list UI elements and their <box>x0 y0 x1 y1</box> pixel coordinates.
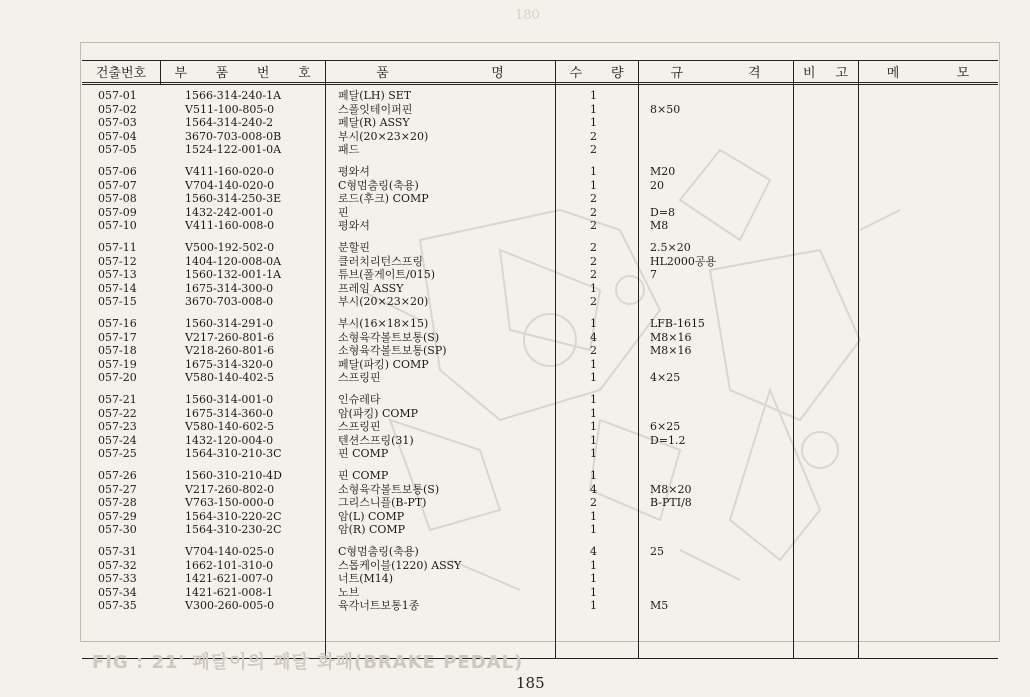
part-number: 1662-101-310-0 <box>185 558 274 572</box>
item-number: 057-34 <box>98 585 137 599</box>
item-number: 057-01 <box>98 89 137 102</box>
quantity: 1 <box>590 420 597 434</box>
table-row <box>80 255 1000 269</box>
ghost-page-mark: 180 <box>515 8 540 23</box>
item-number: 057-35 <box>98 599 137 613</box>
table-row <box>80 344 1000 358</box>
header-quantity: 수 량 <box>569 65 624 81</box>
spec: D=8 <box>650 205 676 219</box>
table-row <box>80 179 1000 193</box>
quantity: 1 <box>590 585 597 599</box>
part-name: 핀 COMP <box>338 447 389 461</box>
item-number: 057-10 <box>98 219 137 233</box>
header-no: 건출번호 <box>95 65 147 81</box>
spec: 2.5×20 <box>650 241 691 254</box>
part-number: 1524-122-001-0A <box>185 143 282 157</box>
part-name: 소형육각볼트보통(S) <box>338 330 440 344</box>
part-number: 3670-703-008-0B <box>185 129 282 143</box>
part-name: 암(파킹) COMP <box>338 406 419 420</box>
part-number: 1675-314-300-0 <box>185 281 274 295</box>
table-row <box>80 295 1000 309</box>
table-row <box>80 510 1000 524</box>
table-row <box>80 599 1000 613</box>
item-number: 057-31 <box>98 545 137 558</box>
quantity: 2 <box>590 129 597 143</box>
part-name: 스프링핀 <box>338 420 381 434</box>
part-number: 1675-314-360-0 <box>185 406 274 420</box>
part-name: 프레임 ASSY <box>338 281 404 295</box>
quantity: 1 <box>590 178 597 192</box>
part-name: 부시(20×23×20) <box>338 129 429 143</box>
spec: B-PTI/8 <box>650 496 692 510</box>
item-number: 057-04 <box>98 129 137 143</box>
part-number: 1432-242-001-0 <box>185 205 274 219</box>
item-number: 057-23 <box>98 420 137 434</box>
table-row <box>80 496 1000 510</box>
spec: M5 <box>650 599 669 613</box>
quantity: 1 <box>590 357 597 371</box>
header-memo: 메 모 <box>886 65 970 81</box>
part-name: 분할핀 <box>338 241 370 254</box>
quantity: 1 <box>590 89 597 102</box>
table-row <box>80 545 1000 559</box>
part-name: 너트(M14) <box>338 572 394 586</box>
quantity: 4 <box>590 482 597 496</box>
item-number: 057-24 <box>98 433 137 447</box>
item-number: 057-05 <box>98 143 137 157</box>
quantity: 4 <box>590 545 597 558</box>
part-number: V411-160-008-0 <box>185 219 275 233</box>
quantity: 1 <box>590 165 597 178</box>
part-number: V217-260-801-6 <box>185 330 275 344</box>
part-name: 로드(후크) COMP <box>338 192 429 206</box>
item-number: 057-14 <box>98 281 137 295</box>
table-row <box>80 572 1000 586</box>
item-number: 057-11 <box>98 241 137 254</box>
part-number: V500-192-502-0 <box>185 241 275 254</box>
header-part-number: 부 품 번 호 <box>174 65 311 81</box>
spec: M8×20 <box>650 482 692 496</box>
item-number: 057-27 <box>98 482 137 496</box>
part-name: 페달(R) ASSY <box>338 116 410 130</box>
part-name: 평와셔 <box>338 219 370 233</box>
item-number: 057-17 <box>98 330 137 344</box>
spec: 6×25 <box>650 420 681 434</box>
spec: 20 <box>650 178 664 192</box>
part-name: C형멈춤링(축용) <box>338 545 419 558</box>
part-number: V300-260-005-0 <box>185 599 275 613</box>
quantity: 1 <box>590 599 597 613</box>
part-number: 1566-314-240-1A <box>185 89 282 102</box>
quantity: 2 <box>590 219 597 233</box>
quantity: 1 <box>590 317 597 330</box>
part-number: V580-140-602-5 <box>185 420 275 434</box>
spec: 7 <box>650 268 657 282</box>
spec: LFB-1615 <box>650 317 705 330</box>
table-row <box>80 130 1000 144</box>
item-number: 057-26 <box>98 469 137 482</box>
part-number: 1560-132-001-1A <box>185 268 282 282</box>
part-number: V411-160-020-0 <box>185 165 275 178</box>
figure-caption-watermark: FIG : 21' 페달이의 페달 화패(BRAKE PEDAL) <box>92 652 524 673</box>
part-number: 1432-120-004-0 <box>185 433 274 447</box>
part-name: 암(L) COMP <box>338 509 405 523</box>
table-row <box>80 241 1000 255</box>
quantity: 1 <box>590 469 597 482</box>
quantity: 2 <box>590 205 597 219</box>
table-row <box>80 282 1000 296</box>
table-row <box>80 192 1000 206</box>
part-name: 텐션스프링(31) <box>338 433 414 447</box>
part-name: 소형육각볼트보통(SP) <box>338 344 447 358</box>
part-name: 패드 <box>338 143 360 157</box>
item-number: 057-22 <box>98 406 137 420</box>
table-row <box>80 434 1000 448</box>
part-name: C형멈춤링(축용) <box>338 178 419 192</box>
table-row <box>80 586 1000 600</box>
item-number: 057-18 <box>98 344 137 358</box>
quantity: 1 <box>590 558 597 572</box>
part-number: 1421-621-008-1 <box>185 585 274 599</box>
spec: 8×50 <box>650 102 681 116</box>
table-row <box>80 103 1000 117</box>
item-number: 057-30 <box>98 523 137 537</box>
header-part-name: 품 명 <box>376 65 504 81</box>
item-number: 057-33 <box>98 572 137 586</box>
part-name: 부시(20×23×20) <box>338 295 429 309</box>
quantity: 1 <box>590 572 597 586</box>
item-number: 057-28 <box>98 496 137 510</box>
item-number: 057-15 <box>98 295 137 309</box>
part-number: V763-150-000-0 <box>185 496 275 510</box>
item-number: 057-09 <box>98 205 137 219</box>
header-spec: 규 격 <box>670 65 761 81</box>
table-row <box>80 116 1000 130</box>
quantity: 4 <box>590 330 597 344</box>
quantity: 1 <box>590 447 597 461</box>
table-row <box>80 371 1000 385</box>
part-number: 1564-314-240-2 <box>185 116 274 130</box>
quantity: 2 <box>590 496 597 510</box>
page-number: 185 <box>516 674 545 692</box>
header-bottom-rule-double <box>82 84 998 85</box>
quantity: 2 <box>590 241 597 254</box>
table-row <box>80 358 1000 372</box>
part-number: 1404-120-008-0A <box>185 254 282 268</box>
spec: 4×25 <box>650 371 681 385</box>
part-name: 페달(파킹) COMP <box>338 357 429 371</box>
part-number: 1560-314-250-3E <box>185 192 282 206</box>
item-number: 057-12 <box>98 254 137 268</box>
part-number: 1560-314-291-0 <box>185 317 274 330</box>
quantity: 2 <box>590 254 597 268</box>
table-row <box>80 420 1000 434</box>
quantity: 1 <box>590 509 597 523</box>
quantity: 2 <box>590 268 597 282</box>
table-row <box>80 483 1000 497</box>
part-name: 스폴잇테이퍼핀 <box>338 102 413 116</box>
spec: M8×16 <box>650 330 692 344</box>
header-bottom-rule <box>82 82 998 83</box>
item-number: 057-32 <box>98 558 137 572</box>
quantity: 1 <box>590 523 597 537</box>
part-number: V580-140-402-5 <box>185 371 275 385</box>
spec: HL2000공용 <box>650 254 717 268</box>
part-number: V217-260-802-0 <box>185 482 275 496</box>
table-row <box>80 447 1000 461</box>
part-name: 암(R) COMP <box>338 523 406 537</box>
part-number: 1560-314-001-0 <box>185 393 274 406</box>
quantity: 1 <box>590 102 597 116</box>
part-number: 3670-703-008-0 <box>185 295 274 309</box>
item-number: 057-13 <box>98 268 137 282</box>
quantity: 2 <box>590 295 597 309</box>
part-name: 스톱케이블(1220) ASSY <box>338 558 462 572</box>
part-name: 클러치리턴스프링 <box>338 254 424 268</box>
quantity: 2 <box>590 143 597 157</box>
item-number: 057-25 <box>98 447 137 461</box>
spec: 25 <box>650 545 664 558</box>
part-number: 1564-310-210-3C <box>185 447 282 461</box>
table-row <box>80 523 1000 537</box>
spec: M8 <box>650 219 669 233</box>
part-name: 인슈레타 <box>338 393 381 406</box>
part-name: 핀 COMP <box>338 469 389 482</box>
table-row <box>80 331 1000 345</box>
part-number: 1421-621-007-0 <box>185 572 274 586</box>
part-name: 핀 <box>338 205 349 219</box>
table-row <box>80 89 1000 103</box>
table-row <box>80 559 1000 573</box>
quantity: 2 <box>590 344 597 358</box>
table-row <box>80 393 1000 407</box>
table-row <box>80 317 1000 331</box>
part-name: 스프링핀 <box>338 371 381 385</box>
table-row <box>80 143 1000 157</box>
item-number: 057-02 <box>98 102 137 116</box>
quantity: 1 <box>590 116 597 130</box>
part-name: 평와셔 <box>338 165 370 178</box>
quantity: 1 <box>590 371 597 385</box>
quantity: 1 <box>590 406 597 420</box>
item-number: 057-19 <box>98 357 137 371</box>
part-number: V218-260-801-6 <box>185 344 275 358</box>
spec: M20 <box>650 165 676 178</box>
item-number: 057-08 <box>98 192 137 206</box>
table-row <box>80 219 1000 233</box>
part-name: 튜브(폴게이트/015) <box>338 268 436 282</box>
table-row <box>80 206 1000 220</box>
item-number: 057-03 <box>98 116 137 130</box>
table-row <box>80 469 1000 483</box>
part-number: V704-140-020-0 <box>185 178 275 192</box>
part-name: 부시(16×18×15) <box>338 317 429 330</box>
part-name: 페달(LH) SET <box>338 89 412 102</box>
spec: M8×16 <box>650 344 692 358</box>
quantity: 1 <box>590 433 597 447</box>
spec: D=1.2 <box>650 433 686 447</box>
part-name: 노브 <box>338 585 360 599</box>
header-remark: 비 고 <box>802 65 849 81</box>
part-name: 소형육각볼트보통(S) <box>338 482 440 496</box>
item-number: 057-07 <box>98 178 137 192</box>
item-number: 057-21 <box>98 393 137 406</box>
table-row <box>80 407 1000 421</box>
quantity: 1 <box>590 281 597 295</box>
item-number: 057-20 <box>98 371 137 385</box>
item-number: 057-29 <box>98 509 137 523</box>
part-name: 그리스니플(B-PT) <box>338 496 427 510</box>
table-row <box>80 165 1000 179</box>
part-number: 1564-310-220-2C <box>185 509 282 523</box>
item-number: 057-06 <box>98 165 137 178</box>
quantity: 1 <box>590 393 597 406</box>
table-row <box>80 268 1000 282</box>
part-number: 1560-310-210-4D <box>185 469 282 482</box>
col-rule <box>160 60 161 84</box>
part-number: 1564-310-230-2C <box>185 523 282 537</box>
part-number: 1675-314-320-0 <box>185 357 274 371</box>
quantity: 2 <box>590 192 597 206</box>
part-number: V511-100-805-0 <box>185 102 275 116</box>
part-number: V704-140-025-0 <box>185 545 275 558</box>
part-name: 육각너트보통1종 <box>338 599 420 613</box>
item-number: 057-16 <box>98 317 137 330</box>
